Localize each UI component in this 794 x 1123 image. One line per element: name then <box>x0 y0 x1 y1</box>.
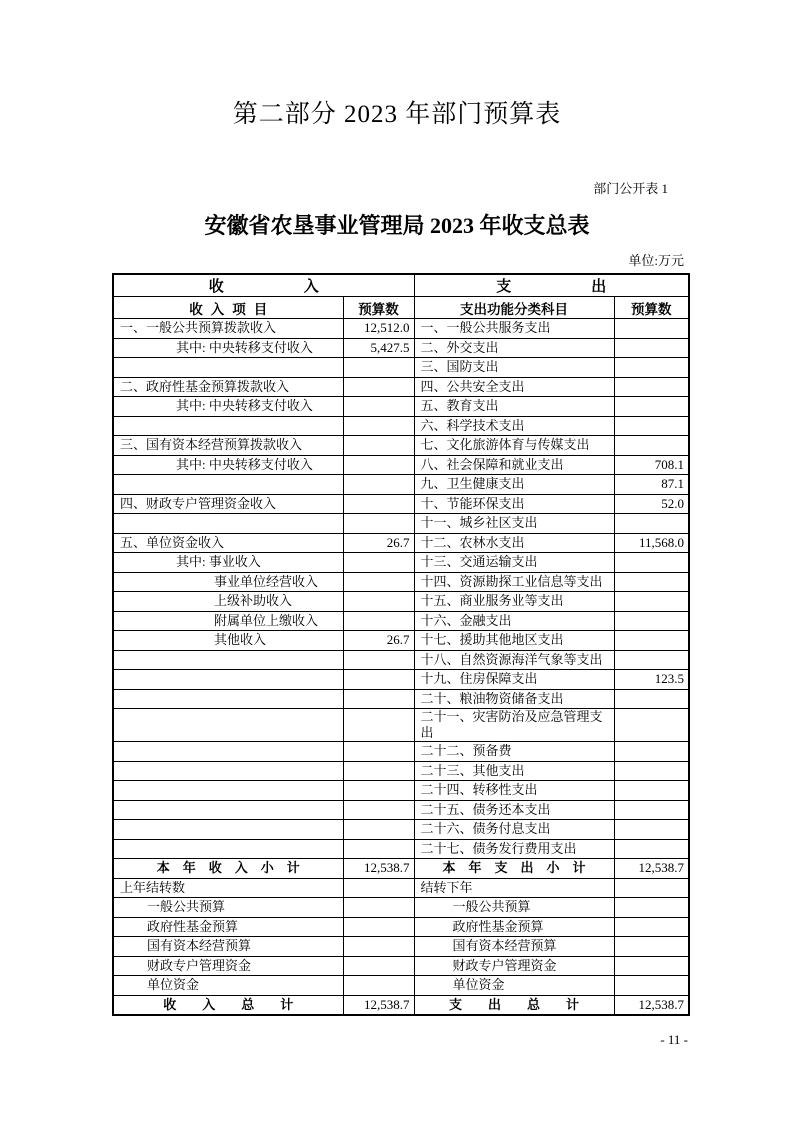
expense-item-cell: 二十七、债务发行费用支出 <box>414 839 614 859</box>
expense-budget-column-header: 预算数 <box>614 297 689 319</box>
expense-item-cell: 二十三、其他支出 <box>414 761 614 781</box>
table-row <box>113 742 689 762</box>
income-item-cell <box>113 761 343 781</box>
income-budget-cell <box>343 397 414 417</box>
income-budget-cell <box>343 611 414 631</box>
expense-budget-cell <box>614 553 689 573</box>
income-item-cell: 事业单位经营收入 <box>113 572 343 592</box>
expense-budget-cell <box>614 377 689 397</box>
income-item-cell <box>113 839 343 859</box>
expense-item-cell: 十九、住房保障支出 <box>414 670 614 690</box>
table-row <box>113 416 689 436</box>
page-number: - 11 - <box>660 1032 688 1047</box>
income-item-cell: 一般公共预算 <box>113 898 343 918</box>
income-item-cell: 二、政府性基金预算拨款收入 <box>113 377 343 397</box>
income-budget-cell: 26.7 <box>343 533 414 553</box>
income-budget-cell <box>343 650 414 670</box>
table-row <box>113 572 689 592</box>
income-budget-cell: 26.7 <box>343 631 414 651</box>
column-header-row <box>113 297 689 319</box>
expense-budget-cell <box>614 338 689 358</box>
income-item-cell <box>113 670 343 690</box>
expense-budget-cell <box>614 572 689 592</box>
expense-item-cell: 四、公共安全支出 <box>414 377 614 397</box>
expense-budget-cell <box>614 976 689 996</box>
table-row <box>113 859 689 879</box>
expense-budget-cell <box>614 742 689 762</box>
income-item-cell: 其中: 事业收入 <box>113 553 343 573</box>
income-budget-cell: 12,512.0 <box>343 319 414 339</box>
table-row <box>113 781 689 801</box>
income-budget-cell <box>343 709 414 742</box>
table-row <box>113 670 689 690</box>
income-item-cell <box>113 358 343 378</box>
budget-table <box>112 273 690 1016</box>
income-budget-cell <box>343 514 414 534</box>
table-row <box>113 377 689 397</box>
table-row <box>113 878 689 898</box>
expense-item-cell: 本 年 支 出 小 计 <box>414 859 614 879</box>
expense-budget-cell <box>614 781 689 801</box>
expense-item-cell: 十三、交通运输支出 <box>414 553 614 573</box>
income-item-cell: 财政专户管理资金 <box>113 956 343 976</box>
income-item-cell: 国有资本经营预算 <box>113 937 343 957</box>
expense-item-cell: 九、卫生健康支出 <box>414 475 614 495</box>
expense-item-cell: 十六、金融支出 <box>414 611 614 631</box>
expense-budget-cell <box>614 937 689 957</box>
table-row <box>113 475 689 495</box>
income-budget-cell <box>343 898 414 918</box>
income-budget-cell <box>343 976 414 996</box>
income-item-cell <box>113 650 343 670</box>
income-budget-cell <box>343 742 414 762</box>
expense-item-cell: 一般公共预算 <box>414 898 614 918</box>
income-budget-cell <box>343 689 414 709</box>
table-row <box>113 397 689 417</box>
income-budget-cell <box>343 572 414 592</box>
income-budget-cell <box>343 839 414 859</box>
expense-budget-cell <box>614 514 689 534</box>
expense-item-cell: 国有资本经营预算 <box>414 937 614 957</box>
table-row <box>113 800 689 820</box>
income-budget-cell <box>343 436 414 456</box>
expense-budget-cell: 123.5 <box>614 670 689 690</box>
expense-item-cell: 十一、城乡社区支出 <box>414 514 614 534</box>
income-budget-cell <box>343 800 414 820</box>
income-budget-cell <box>343 475 414 495</box>
income-budget-cell <box>343 494 414 514</box>
expense-budget-cell <box>614 956 689 976</box>
income-budget-cell: 12,538.7 <box>343 859 414 879</box>
expense-item-column-header: 支出功能分类科目 <box>414 297 614 319</box>
table-row <box>113 338 689 358</box>
expense-budget-cell <box>614 761 689 781</box>
expense-budget-cell <box>614 800 689 820</box>
table-row <box>113 494 689 514</box>
income-budget-cell <box>343 455 414 475</box>
income-item-cell <box>113 475 343 495</box>
income-item-cell: 政府性基金预算 <box>113 917 343 937</box>
expense-item-cell: 政府性基金预算 <box>414 917 614 937</box>
expense-budget-cell <box>614 820 689 840</box>
expense-item-cell: 二十四、转移性支出 <box>414 781 614 801</box>
table-row <box>113 898 689 918</box>
expense-budget-cell <box>614 689 689 709</box>
income-item-cell <box>113 416 343 436</box>
income-item-cell <box>113 742 343 762</box>
expense-item-cell: 二十六、债务付息支出 <box>414 820 614 840</box>
income-item-cell <box>113 689 343 709</box>
expense-item-cell: 支 出 总 计 <box>414 995 614 1015</box>
expense-budget-cell: 12,538.7 <box>614 859 689 879</box>
expense-budget-cell <box>614 319 689 339</box>
expense-budget-cell: 708.1 <box>614 455 689 475</box>
income-item-cell: 单位资金 <box>113 976 343 996</box>
income-budget-cell: 12,538.7 <box>343 995 414 1015</box>
part-title: 第二部分 2023 年部门预算表 <box>232 101 562 128</box>
expense-item-cell: 二十一、灾害防治及应急管理支出 <box>414 709 614 742</box>
expense-budget-cell <box>614 898 689 918</box>
income-item-cell <box>113 709 343 742</box>
income-item-cell: 五、单位资金收入 <box>113 533 343 553</box>
expense-item-cell: 十五、商业服务业等支出 <box>414 592 614 612</box>
table-row <box>113 358 689 378</box>
table-row <box>113 995 689 1015</box>
expense-item-cell: 单位资金 <box>414 976 614 996</box>
expense-section-header: 支出 <box>414 274 689 297</box>
expense-item-cell: 十四、资源勘探工业信息等支出 <box>414 572 614 592</box>
income-item-cell: 其中: 中央转移支付收入 <box>113 455 343 475</box>
table-title: 安徽省农垦事业管理局 2023 年收支总表 <box>204 213 590 238</box>
income-budget-cell <box>343 670 414 690</box>
income-item-column-header: 收入项目 <box>113 297 343 319</box>
table-row <box>113 533 689 553</box>
income-budget-cell <box>343 592 414 612</box>
expense-budget-cell <box>614 650 689 670</box>
budget-table-header <box>113 274 689 319</box>
expense-budget-cell <box>614 709 689 742</box>
expense-item-cell: 一、一般公共服务支出 <box>414 319 614 339</box>
income-budget-cell <box>343 878 414 898</box>
income-item-cell: 一、一般公共预算拨款收入 <box>113 319 343 339</box>
income-item-cell: 其他收入 <box>113 631 343 651</box>
table-row <box>113 689 689 709</box>
income-item-cell: 三、国有资本经营预算拨款收入 <box>113 436 343 456</box>
table-row <box>113 820 689 840</box>
income-budget-cell: 5,427.5 <box>343 338 414 358</box>
expense-item-cell: 六、科学技术支出 <box>414 416 614 436</box>
income-item-cell: 上年结转数 <box>113 878 343 898</box>
expense-budget-cell: 87.1 <box>614 475 689 495</box>
expense-budget-cell <box>614 436 689 456</box>
income-budget-cell <box>343 820 414 840</box>
expense-item-cell: 二、外交支出 <box>414 338 614 358</box>
table-row <box>113 455 689 475</box>
table-row <box>113 917 689 937</box>
table-row <box>113 319 689 339</box>
expense-budget-cell <box>614 878 689 898</box>
expense-budget-cell <box>614 917 689 937</box>
expense-budget-cell <box>614 839 689 859</box>
table-label: 部门公开表 1 <box>593 181 668 196</box>
income-item-cell <box>113 514 343 534</box>
group-header-row <box>113 274 689 297</box>
expense-budget-cell <box>614 397 689 417</box>
income-budget-cell <box>343 358 414 378</box>
expense-item-cell: 八、社会保障和就业支出 <box>414 455 614 475</box>
expense-item-cell: 十七、援助其他地区支出 <box>414 631 614 651</box>
table-row <box>113 514 689 534</box>
unit-note: 单位:万元 <box>628 253 684 268</box>
table-row <box>113 956 689 976</box>
expense-budget-cell <box>614 358 689 378</box>
income-item-cell <box>113 781 343 801</box>
table-row <box>113 709 689 742</box>
expense-budget-cell: 12,538.7 <box>614 995 689 1015</box>
table-row <box>113 611 689 631</box>
expense-item-cell: 十、节能环保支出 <box>414 494 614 514</box>
income-budget-cell <box>343 416 414 436</box>
table-row <box>113 553 689 573</box>
expense-item-cell: 财政专户管理资金 <box>414 956 614 976</box>
table-row <box>113 592 689 612</box>
expense-budget-cell: 11,568.0 <box>614 533 689 553</box>
income-budget-cell <box>343 553 414 573</box>
income-budget-cell <box>343 377 414 397</box>
table-row <box>113 976 689 996</box>
income-item-cell: 附属单位上缴收入 <box>113 611 343 631</box>
table-row <box>113 631 689 651</box>
expense-budget-cell <box>614 611 689 631</box>
income-budget-column-header: 预算数 <box>343 297 414 319</box>
table-row <box>113 650 689 670</box>
income-item-cell: 其中: 中央转移支付收入 <box>113 338 343 358</box>
income-item-cell: 本 年 收 入 小 计 <box>113 859 343 879</box>
income-item-cell: 其中: 中央转移支付收入 <box>113 397 343 417</box>
table-row <box>113 839 689 859</box>
expense-item-cell: 七、文化旅游体育与传媒支出 <box>414 436 614 456</box>
expense-item-cell: 十二、农林水支出 <box>414 533 614 553</box>
income-budget-cell <box>343 937 414 957</box>
income-budget-cell <box>343 956 414 976</box>
expense-item-cell: 十八、自然资源海洋气象等支出 <box>414 650 614 670</box>
expense-budget-cell <box>614 416 689 436</box>
income-item-cell <box>113 800 343 820</box>
expense-item-cell: 三、国防支出 <box>414 358 614 378</box>
income-section-header: 收入 <box>113 274 414 297</box>
expense-item-cell: 二十二、预备费 <box>414 742 614 762</box>
expense-budget-cell <box>614 631 689 651</box>
income-budget-cell <box>343 917 414 937</box>
table-row <box>113 761 689 781</box>
table-row <box>113 436 689 456</box>
expense-item-cell: 二十五、债务还本支出 <box>414 800 614 820</box>
income-item-cell: 收 入 总 计 <box>113 995 343 1015</box>
income-item-cell <box>113 820 343 840</box>
expense-item-cell: 二十、粮油物资储备支出 <box>414 689 614 709</box>
income-item-cell: 四、财政专户管理资金收入 <box>113 494 343 514</box>
income-budget-cell <box>343 761 414 781</box>
income-item-cell: 上级补助收入 <box>113 592 343 612</box>
table-row <box>113 937 689 957</box>
expense-item-cell: 结转下年 <box>414 878 614 898</box>
budget-table-body <box>113 319 689 1016</box>
expense-item-cell: 五、教育支出 <box>414 397 614 417</box>
expense-budget-cell: 52.0 <box>614 494 689 514</box>
income-budget-cell <box>343 781 414 801</box>
expense-budget-cell <box>614 592 689 612</box>
